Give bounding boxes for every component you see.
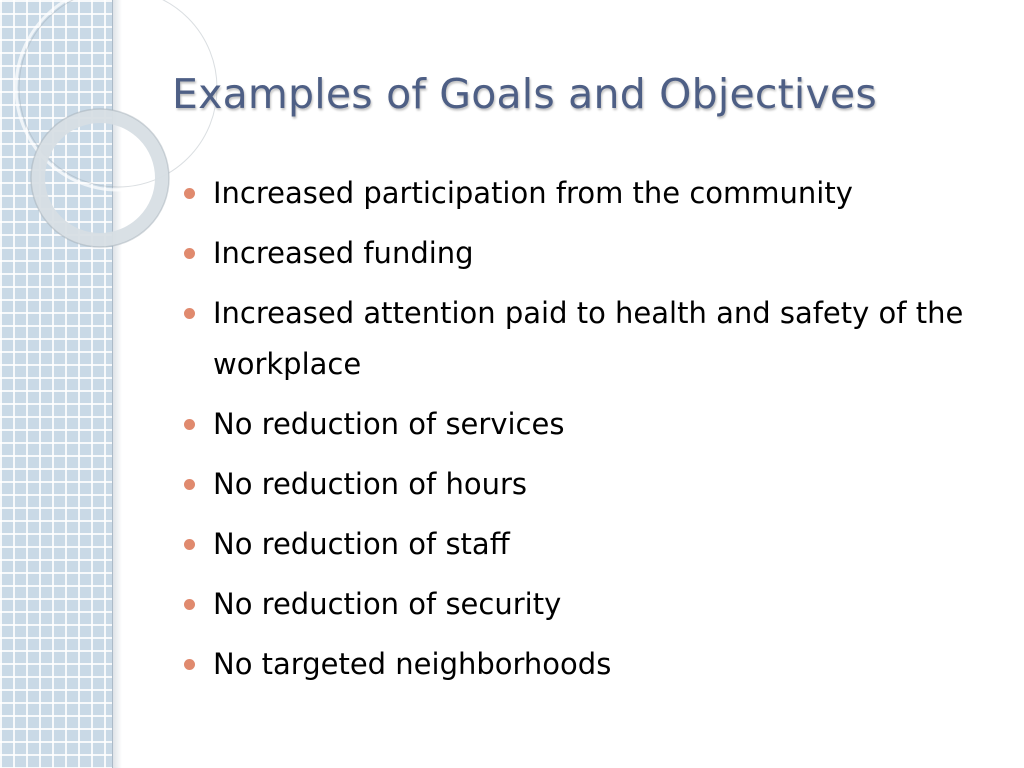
bullet-text: Increased participation from the community — [213, 176, 853, 210]
bullet-dot-icon — [184, 659, 195, 670]
bullet-item — [180, 399, 1000, 450]
bullet-dot-icon — [184, 599, 195, 610]
bullet-dot-icon — [184, 479, 195, 490]
slide-title: Examples of Goals and Objectives — [172, 70, 877, 118]
bullet-item — [180, 519, 1000, 570]
decorative-grid-strip — [0, 0, 113, 768]
bullet-text: No reduction of security — [213, 587, 562, 621]
bullet-item — [180, 228, 1000, 279]
bullet-dot-icon — [184, 308, 195, 319]
bullet-text: Increased funding — [213, 236, 474, 270]
bullet-dot-icon — [184, 248, 195, 259]
bullet-text: No reduction of staff — [213, 527, 510, 561]
bullet-dot-icon — [184, 539, 195, 550]
bullet-text: No reduction of services — [213, 407, 565, 441]
bullet-item — [180, 459, 1000, 510]
bullet-text: Increased attention paid to health and safety of the workplace — [213, 296, 964, 381]
bullet-item — [180, 288, 1000, 390]
bullet-dot-icon — [184, 419, 195, 430]
bullet-item — [180, 639, 1000, 690]
bullet-dot-icon — [184, 188, 195, 199]
bullet-text: No reduction of hours — [213, 467, 527, 501]
bullet-list — [180, 168, 1000, 699]
strip-shadow — [112, 0, 122, 768]
bullet-text: No targeted neighborhoods — [213, 647, 612, 681]
bullet-item — [180, 579, 1000, 630]
bullet-item — [180, 168, 1000, 219]
